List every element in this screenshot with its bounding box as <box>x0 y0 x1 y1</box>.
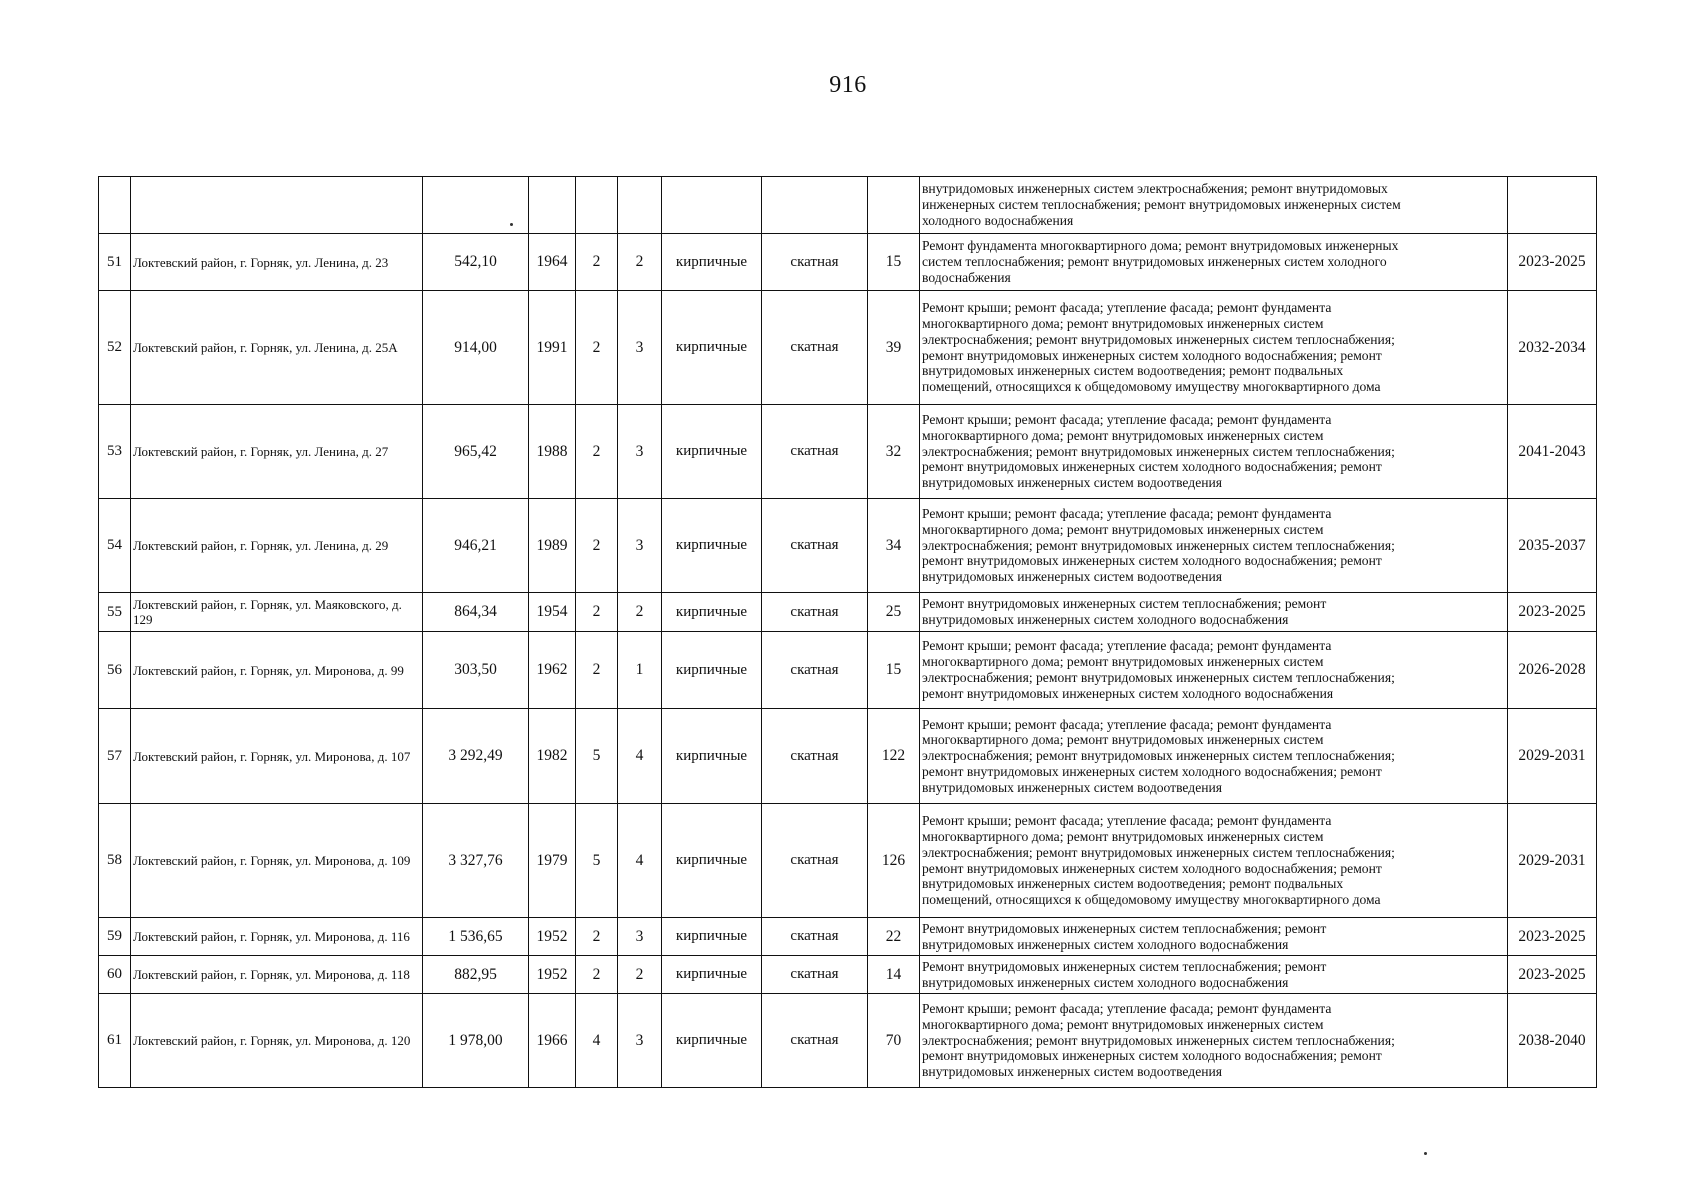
area-cell: 1 536,65 <box>423 918 529 956</box>
year-cell <box>529 177 576 234</box>
works-line: внутридомовых инженерных систем водоотведения <box>922 475 1223 491</box>
roof-cell: скатная <box>762 632 868 709</box>
period-cell: 2038-2040 <box>1508 994 1597 1088</box>
walls-cell: кирпичные <box>662 956 762 994</box>
roof-cell: скатная <box>762 994 868 1088</box>
num-cell: 54 <box>99 499 131 593</box>
period-cell: 2023-2025 <box>1508 234 1597 291</box>
works-line: ремонт внутридомовых инженерных систем холодного водоснабжения; ремонт <box>922 347 1382 363</box>
roof-cell: скатная <box>762 804 868 918</box>
address-cell: Локтевский район, г. Горняк, ул. Миронова, д. 107 <box>131 709 423 804</box>
floors-cell: 2 <box>576 405 618 499</box>
num-cell: 61 <box>99 994 131 1088</box>
works-cell <box>920 994 1508 1088</box>
floors-cell <box>576 177 618 234</box>
works-cell <box>920 177 1508 234</box>
year-cell: 1962 <box>529 632 576 709</box>
area-cell: 303,50 <box>423 632 529 709</box>
table-row <box>99 956 1597 994</box>
num-cell: 53 <box>99 405 131 499</box>
apartments-cell: 22 <box>868 918 920 956</box>
num-cell: 59 <box>99 918 131 956</box>
works-line: Ремонт крыши; ремонт фасада; утепление фасада; ремонт фундамента <box>922 412 1332 427</box>
works-line: внутридомовых инженерных систем водоотведения; ремонт подвальных <box>922 363 1344 379</box>
continuation-row <box>99 177 1597 234</box>
address-cell: Локтевский район, г. Горняк, ул. Миронова, д. 118 <box>131 956 423 994</box>
floors-cell: 2 <box>576 234 618 291</box>
roof-cell: скатная <box>762 405 868 499</box>
works-line: ремонт внутридомовых инженерных систем холодного водоснабжения; ремонт <box>922 1048 1382 1064</box>
area-cell: 965,42 <box>423 405 529 499</box>
works-cell <box>920 234 1508 291</box>
walls-cell: кирпичные <box>662 804 762 918</box>
works-line: ремонт внутридомовых инженерных систем холодного водоснабжения <box>922 685 1334 701</box>
num-cell: 60 <box>99 956 131 994</box>
floors-cell: 2 <box>576 593 618 632</box>
entrances-cell: 3 <box>618 291 662 405</box>
works-line: многоквартирного дома; ремонт внутридомовых инженерных систем <box>922 1016 1324 1032</box>
works-cell <box>920 804 1508 918</box>
period-cell: 2026-2028 <box>1508 632 1597 709</box>
apartments-cell: 15 <box>868 234 920 291</box>
works-cell <box>920 499 1508 593</box>
period-cell: 2035-2037 <box>1508 499 1597 593</box>
table-row <box>99 918 1597 956</box>
area-cell: 914,00 <box>423 291 529 405</box>
works-cell <box>920 291 1508 405</box>
walls-cell: кирпичные <box>662 291 762 405</box>
address-cell: Локтевский район, г. Горняк, ул. Ленина, д. 27 <box>131 405 423 499</box>
works-line: внутридомовых инженерных систем электроснабжения; ремонт внутридомовых <box>922 181 1388 197</box>
table-row <box>99 499 1597 593</box>
works-line: Ремонт крыши; ремонт фасада; утепление фасада; ремонт фундамента <box>922 300 1332 316</box>
table-row <box>99 234 1597 291</box>
table-row <box>99 291 1597 405</box>
works-line: Ремонт крыши; ремонт фасада; утепление фасада; ремонт фундамента <box>922 813 1332 829</box>
roof-cell: скатная <box>762 956 868 994</box>
walls-cell: кирпичные <box>662 405 762 499</box>
apartments-cell: 15 <box>868 632 920 709</box>
works-line: многоквартирного дома; ремонт внутридомовых инженерных систем <box>922 315 1324 331</box>
table-row <box>99 405 1597 499</box>
works-line: внутридомовых инженерных систем водоотведения <box>922 779 1223 795</box>
area-cell: 864,34 <box>423 593 529 632</box>
works-line: многоквартирного дома; ремонт внутридомовых инженерных систем <box>922 732 1324 748</box>
walls-cell: кирпичные <box>662 709 762 804</box>
walls-cell <box>662 177 762 234</box>
works-line: ремонт внутридомовых инженерных систем холодного водоснабжения; ремонт <box>922 459 1382 475</box>
year-cell: 1982 <box>529 709 576 804</box>
entrances-cell <box>618 177 662 234</box>
address-cell: Локтевский район, г. Горняк, ул. Ленина, д. 29 <box>131 499 423 593</box>
year-cell: 1989 <box>529 499 576 593</box>
year-cell: 1991 <box>529 291 576 405</box>
floors-cell: 2 <box>576 918 618 956</box>
address-cell: Локтевский район, г. Горняк, ул. Маяковского, д. 129 <box>131 593 423 632</box>
apartments-cell: 39 <box>868 291 920 405</box>
apartments-cell <box>868 177 920 234</box>
table-row <box>99 593 1597 632</box>
apartments-cell: 126 <box>868 804 920 918</box>
num-cell: 57 <box>99 709 131 804</box>
entrances-cell: 2 <box>618 234 662 291</box>
floors-cell: 2 <box>576 499 618 593</box>
floors-cell: 2 <box>576 956 618 994</box>
entrances-cell: 3 <box>618 405 662 499</box>
works-cell <box>920 709 1508 804</box>
works-cell <box>920 405 1508 499</box>
period-cell: 2023-2025 <box>1508 918 1597 956</box>
num-cell <box>99 177 131 234</box>
walls-cell: кирпичные <box>662 499 762 593</box>
year-cell: 1954 <box>529 593 576 632</box>
period-cell: 2023-2025 <box>1508 593 1597 632</box>
entrances-cell: 2 <box>618 593 662 632</box>
works-line: электроснабжения; ремонт внутридомовых инженерных систем теплоснабжения; <box>922 443 1395 459</box>
address-cell: Локтевский район, г. Горняк, ул. Ленина, д. 25А <box>131 291 423 405</box>
walls-cell: кирпичные <box>662 918 762 956</box>
address-cell: Локтевский район, г. Горняк, ул. Миронова, д. 99 <box>131 632 423 709</box>
works-line: внутридомовых инженерных систем водоотведения <box>922 569 1223 585</box>
roof-cell: скатная <box>762 709 868 804</box>
floors-cell: 4 <box>576 994 618 1088</box>
year-cell: 1952 <box>529 918 576 956</box>
year-cell: 1952 <box>529 956 576 994</box>
works-line: внутридомовых инженерных систем водоотведения; ремонт подвальных <box>922 876 1344 892</box>
area-cell: 3 327,76 <box>423 804 529 918</box>
page-number: 916 <box>829 72 867 98</box>
works-line: электроснабжения; ремонт внутридомовых инженерных систем теплоснабжения; <box>922 1032 1395 1048</box>
works-line: многоквартирного дома; ремонт внутридомовых инженерных систем <box>922 521 1324 537</box>
entrances-cell: 4 <box>618 804 662 918</box>
year-cell: 1966 <box>529 994 576 1088</box>
num-cell: 56 <box>99 632 131 709</box>
works-line: водоснабжения <box>922 269 1011 285</box>
address-cell: Локтевский район, г. Горняк, ул. Миронова, д. 120 <box>131 994 423 1088</box>
entrances-cell: 3 <box>618 499 662 593</box>
works-line: ремонт внутридомовых инженерных систем холодного водоснабжения; ремонт <box>922 763 1382 779</box>
works-line: ремонт внутридомовых инженерных систем холодного водоснабжения; ремонт <box>922 860 1382 876</box>
roof-cell: скатная <box>762 291 868 405</box>
address-cell: Локтевский район, г. Горняк, ул. Миронова, д. 116 <box>131 918 423 956</box>
address-cell <box>131 177 423 234</box>
area-cell: 882,95 <box>423 956 529 994</box>
works-line: ремонт внутридомовых инженерных систем холодного водоснабжения; ремонт <box>922 553 1382 569</box>
works-cell <box>920 918 1508 956</box>
works-line: электроснабжения; ремонт внутридомовых инженерных систем теплоснабжения; <box>922 537 1395 553</box>
works-cell <box>920 593 1508 632</box>
floors-cell: 2 <box>576 291 618 405</box>
works-line: систем теплоснабжения; ремонт внутридомовых инженерных систем холодного <box>922 254 1387 270</box>
apartments-cell: 25 <box>868 593 920 632</box>
scan-speck <box>510 223 513 226</box>
works-cell <box>920 632 1508 709</box>
works-line: Ремонт крыши; ремонт фасада; утепление фасада; ремонт фундамента <box>922 506 1332 521</box>
floors-cell: 5 <box>576 804 618 918</box>
walls-cell: кирпичные <box>662 994 762 1088</box>
apartments-cell: 14 <box>868 956 920 994</box>
works-line: Ремонт крыши; ремонт фасада; утепление фасада; ремонт фундамента <box>922 1001 1332 1016</box>
housing-repair-table <box>98 176 1597 1088</box>
works-line: Ремонт внутридомовых инженерных систем теплоснабжения; ремонт <box>922 920 1327 936</box>
works-line: внутридомовых инженерных систем холодного водоснабжения <box>922 936 1289 952</box>
walls-cell: кирпичные <box>662 234 762 291</box>
period-cell: 2041-2043 <box>1508 405 1597 499</box>
entrances-cell: 2 <box>618 956 662 994</box>
works-line: холодного водоснабжения <box>922 212 1074 228</box>
area-cell: 3 292,49 <box>423 709 529 804</box>
works-line: помещений, относящихся к общедомовому имуществу многоквартирного дома <box>922 379 1381 395</box>
works-line: Ремонт крыши; ремонт фасада; утепление фасада; ремонт фундамента <box>922 638 1332 654</box>
table-row <box>99 804 1597 918</box>
entrances-cell: 3 <box>618 918 662 956</box>
entrances-cell: 1 <box>618 632 662 709</box>
works-line: многоквартирного дома; ремонт внутридомовых инженерных систем <box>922 828 1324 844</box>
area-cell: 946,21 <box>423 499 529 593</box>
apartments-cell: 34 <box>868 499 920 593</box>
roof-cell <box>762 177 868 234</box>
table-body <box>99 177 1597 1088</box>
num-cell: 55 <box>99 593 131 632</box>
address-cell: Локтевский район, г. Горняк, ул. Миронова, д. 109 <box>131 804 423 918</box>
works-line: внутридомовых инженерных систем водоотведения <box>922 1064 1223 1080</box>
table-row <box>99 709 1597 804</box>
works-line: многоквартирного дома; ремонт внутридомовых инженерных систем <box>922 427 1324 443</box>
works-line: Ремонт внутридомовых инженерных систем теплоснабжения; ремонт <box>922 958 1327 974</box>
entrances-cell: 4 <box>618 709 662 804</box>
works-line: Ремонт фундамента многоквартирного дома; ремонт внутридомовых инженерных <box>922 238 1399 254</box>
works-line: внутридомовых инженерных систем холодного водоснабжения <box>922 612 1289 627</box>
period-cell <box>1508 177 1597 234</box>
walls-cell: кирпичные <box>662 632 762 709</box>
area-cell: 1 978,00 <box>423 994 529 1088</box>
roof-cell: скатная <box>762 918 868 956</box>
works-line: многоквартирного дома; ремонт внутридомовых инженерных систем <box>922 654 1324 670</box>
roof-cell: скатная <box>762 593 868 632</box>
num-cell: 58 <box>99 804 131 918</box>
apartments-cell: 70 <box>868 994 920 1088</box>
num-cell: 52 <box>99 291 131 405</box>
period-cell: 2023-2025 <box>1508 956 1597 994</box>
works-line: электроснабжения; ремонт внутридомовых инженерных систем теплоснабжения; <box>922 748 1395 764</box>
apartments-cell: 32 <box>868 405 920 499</box>
year-cell: 1988 <box>529 405 576 499</box>
year-cell: 1964 <box>529 234 576 291</box>
works-line: помещений, относящихся к общедомовому имуществу многоквартирного дома <box>922 892 1381 908</box>
roof-cell: скатная <box>762 234 868 291</box>
floors-cell: 2 <box>576 632 618 709</box>
year-cell: 1979 <box>529 804 576 918</box>
works-line: электроснабжения; ремонт внутридомовых инженерных систем теплоснабжения; <box>922 331 1395 347</box>
works-line: инженерных систем теплоснабжения; ремонт внутридомовых инженерных систем <box>922 197 1401 213</box>
works-line: Ремонт внутридомовых инженерных систем теплоснабжения; ремонт <box>922 596 1327 612</box>
works-line: электроснабжения; ремонт внутридомовых инженерных систем теплоснабжения; <box>922 844 1395 860</box>
roof-cell: скатная <box>762 499 868 593</box>
num-cell: 51 <box>99 234 131 291</box>
period-cell: 2029-2031 <box>1508 709 1597 804</box>
floors-cell: 5 <box>576 709 618 804</box>
works-line: внутридомовых инженерных систем холодного водоснабжения <box>922 974 1289 990</box>
period-cell: 2029-2031 <box>1508 804 1597 918</box>
walls-cell: кирпичные <box>662 593 762 632</box>
works-line: электроснабжения; ремонт внутридомовых инженерных систем теплоснабжения; <box>922 670 1395 685</box>
area-cell: 542,10 <box>423 234 529 291</box>
scan-speck <box>1424 1152 1427 1155</box>
apartments-cell: 122 <box>868 709 920 804</box>
works-cell <box>920 956 1508 994</box>
address-cell: Локтевский район, г. Горняк, ул. Ленина, д. 23 <box>131 234 423 291</box>
works-line: Ремонт крыши; ремонт фасада; утепление фасада; ремонт фундамента <box>922 716 1332 732</box>
table-row <box>99 994 1597 1088</box>
entrances-cell: 3 <box>618 994 662 1088</box>
table-row <box>99 632 1597 709</box>
period-cell: 2032-2034 <box>1508 291 1597 405</box>
